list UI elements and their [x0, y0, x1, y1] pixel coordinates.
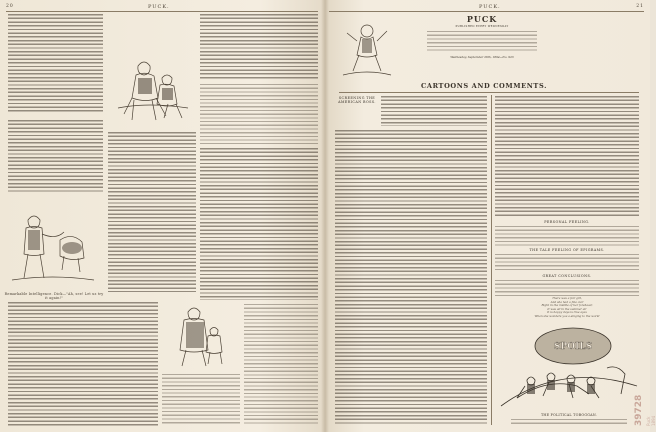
verse-line: And she had a fine curl	[550, 299, 584, 304]
left-col2-text-top	[200, 14, 318, 80]
column-divider	[491, 95, 492, 425]
masthead-puck-figure	[337, 15, 397, 85]
verse-line: It was all in the summer air	[547, 306, 587, 311]
masthead-date-line: Wednesday, September 26th, 1894—No. 923	[450, 55, 514, 59]
puck-figure-drawing	[337, 15, 397, 85]
seated-figures-drawing	[108, 48, 196, 128]
left-col-center-text	[108, 132, 196, 292]
left-head-rule	[6, 11, 318, 12]
heading-tale-feeling: THE TALE FEELING OF EPIGRAMS.	[529, 248, 605, 252]
center-gutter	[321, 0, 329, 432]
heading-personal-feeling: PERSONAL FEELING.	[544, 220, 590, 224]
left-page	[0, 0, 325, 432]
verse-line: Right in the middle of her forehead;	[541, 303, 593, 308]
verse-line: It is happy days is true eyes	[547, 310, 587, 315]
right-col1-intro	[381, 96, 487, 126]
left-col1-text-mid	[8, 120, 103, 194]
toboggan-cartoon-drawing	[497, 320, 641, 412]
verse-line: When she wonders you a-singing to the world	[534, 313, 600, 318]
verse-block	[511, 297, 623, 319]
left-col-center-foot	[162, 374, 240, 426]
right-running-title: PUCK.	[479, 4, 501, 10]
right-col1-text	[335, 130, 487, 426]
left-col2-text-bottom	[200, 148, 318, 300]
column-head: SCREENING THE AMERICAN BOSS.	[338, 96, 376, 104]
right-page	[325, 0, 650, 432]
personal-feeling-text	[495, 226, 639, 246]
left-col1-text-top	[8, 14, 103, 114]
section-title: CARTOONS AND COMMENTS.	[421, 82, 547, 90]
heading-great-conclusions: GREAT CONCLUSIONS.	[542, 274, 592, 278]
left-running-title: PUCK.	[148, 4, 170, 10]
left-col2-text-foot	[244, 304, 318, 426]
masthead-details	[427, 31, 537, 53]
figure-with-boy-drawing	[162, 300, 240, 370]
right-cartoon-subcaption	[511, 419, 627, 425]
masthead-publisher-line: PUBLISHED EVERY WEDNESDAY	[455, 25, 509, 28]
right-col2-text-top	[495, 96, 639, 216]
tale-feeling-text	[495, 254, 639, 272]
toboggan-cartoon	[497, 320, 641, 412]
masthead-name: PUCK	[466, 14, 498, 24]
right-page-number: 21	[636, 4, 644, 9]
verse-line: There was a fair girl,	[552, 296, 582, 300]
left-bottom-illustration	[162, 300, 240, 370]
left-col2-text-mid	[200, 84, 318, 144]
archive-stamp-note: Puck 1894	[646, 415, 656, 426]
left-cartoon-caption: Remarkable Intelligence. Dick—"Ah, see! Let us try it again!"	[4, 292, 104, 300]
right-head-rule	[329, 11, 644, 12]
left-col1-text-bottom	[8, 302, 158, 426]
boy-and-dog-drawing	[8, 200, 96, 290]
left-page-number: 20	[6, 4, 14, 9]
section-title-rule	[339, 92, 639, 93]
editorial-masthead	[407, 14, 557, 59]
left-top-illustration	[108, 48, 196, 128]
archive-stamp-number: 39728	[634, 394, 644, 426]
left-cartoon-illustration	[8, 200, 96, 290]
right-cartoon-caption: THE POLITICAL TOBOGGAN.	[540, 413, 598, 417]
cartoon-sack-label: SPOILS	[553, 342, 593, 352]
great-conclusions-text	[495, 280, 639, 296]
